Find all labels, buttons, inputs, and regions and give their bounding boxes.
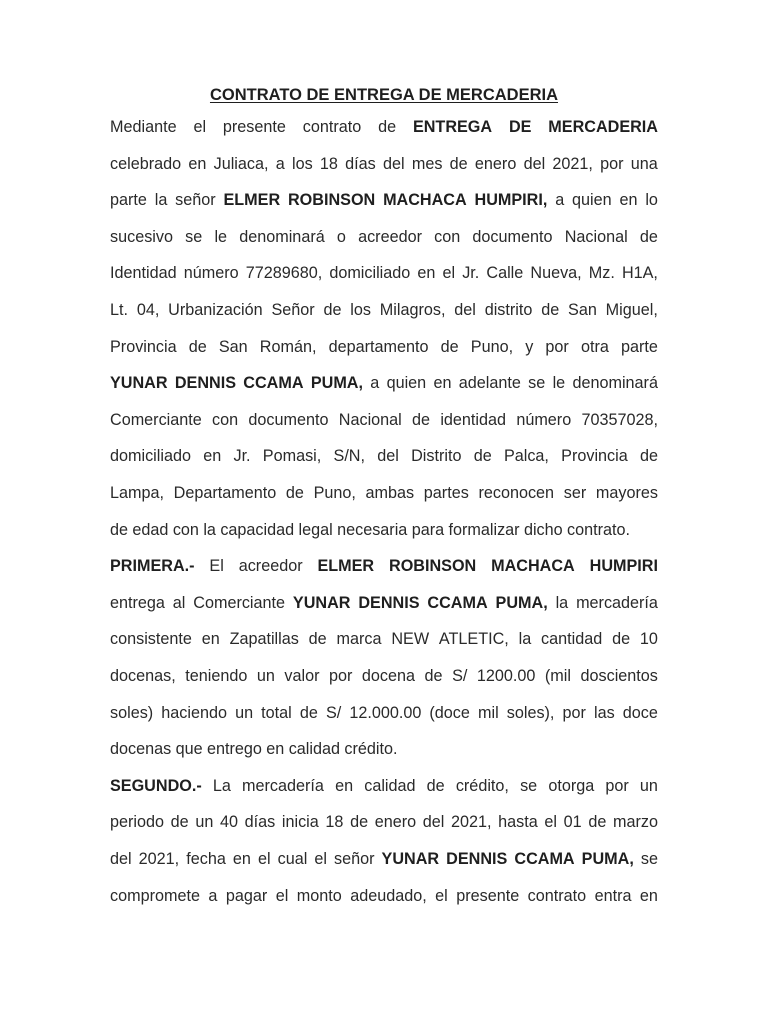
text-line [110,116,658,138]
word: celebrado [110,154,182,173]
word: señor [175,191,216,210]
word: con [172,520,199,539]
word: 10 [639,630,658,649]
word: S/ [452,667,468,685]
bold-word: PUMA, [310,374,363,393]
word: del [110,850,132,868]
word: (mil [544,667,571,685]
word: de [285,484,304,502]
word: crédito, [455,776,509,795]
word: docenas [110,740,172,759]
word: con [434,227,461,246]
word: NEW [391,630,430,649]
bold-word: MACHACA [383,191,467,210]
text-line [110,738,658,760]
word: entrego [207,740,262,759]
word: de [588,813,607,832]
word: de [188,337,207,356]
text-line [110,702,658,724]
word: cantidad [541,630,603,649]
word: docenas, [110,667,176,685]
bold-word: CCAMA [243,374,304,393]
word: de [639,447,658,466]
word: San [568,301,597,319]
word: necesaria [337,520,408,539]
word: (doce [429,703,470,722]
word: por [600,154,624,173]
word: en [201,630,220,649]
word: de [612,630,631,649]
word: Nueva, [530,264,582,283]
bold-word: HUMPIRI, [474,191,548,210]
word: el [275,886,289,905]
bold-word: ENTREGA [412,118,493,136]
word: 2021, [451,813,492,832]
word: domiciliado [110,447,191,466]
word: a [208,886,218,905]
word: parte [620,337,658,356]
word: un [235,703,254,722]
word: de [449,154,468,173]
bold-word: ELMER [223,191,281,210]
word: los [350,301,371,319]
word: del [422,813,445,832]
text-line [110,299,658,321]
word: Distrito [411,447,462,466]
word: doscientos [580,667,658,685]
word: adeudado, [350,886,427,905]
word: formalizar [448,520,520,539]
word: mes [411,154,443,173]
word: total [261,703,292,722]
word: de [110,520,129,539]
word: la [555,593,569,612]
word: Jr. [462,264,480,283]
text-line [110,262,658,284]
word: edad [132,520,169,539]
word: de [639,227,658,246]
word: le [214,227,228,246]
word: número [183,264,239,283]
word: de [308,630,327,649]
bold-word: PRIMERA.- [110,557,195,576]
word: quien [386,374,427,393]
word: 01 [563,813,582,832]
word: documento [472,227,553,246]
word: 70357028, [581,410,658,429]
word: domiciliado [329,264,411,283]
word: acreedor [238,557,303,576]
word: en [266,740,285,759]
bold-word: ELMER [317,557,375,576]
word: Lt. [110,301,128,319]
word: valor [284,667,320,685]
word: días [244,813,276,832]
bold-word: YUNAR [110,374,168,393]
bold-word: MERCADERIA [548,118,658,136]
word: ATLETIC, [438,630,509,649]
word: contrato [527,886,587,905]
word: pagar [225,886,268,905]
bold-word: DENNIS [358,593,420,612]
document-title: CONTRATO DE ENTREGA DE MERCADERIA [209,86,559,104]
text-line [110,519,658,541]
word: una [630,154,658,173]
word: identidad [440,410,507,429]
text-line [110,592,658,614]
word: monto [296,886,342,905]
word: hasta [498,813,538,832]
text-line [110,226,658,248]
word: de [323,301,342,319]
word: Departamento [173,484,277,502]
word: de [378,118,397,136]
word: la [518,630,532,649]
word: El [209,557,224,576]
word: en [232,850,251,868]
word: se [528,374,546,393]
word: calidad [364,776,416,795]
word: Román, [259,337,317,356]
bold-word: ROBINSON [389,557,477,576]
word: Palca, [503,447,549,466]
word: en [619,191,638,210]
word: los [291,154,313,173]
word: para [411,520,445,539]
word: S/ [325,703,342,722]
word: mil [477,703,499,722]
word: entra [594,886,632,905]
word: Provincia [110,337,177,356]
word: por [545,337,569,356]
bold-word: YUNAR [381,850,440,868]
word: Milagros, [379,301,446,319]
word: el [544,813,558,832]
word: 2021, [552,154,593,173]
bold-word: MACHACA [491,557,575,576]
word: en [203,447,222,466]
word: legal [298,520,333,539]
word: quien [572,191,612,210]
word: doce [622,703,658,722]
bold-word: YUNAR [292,593,351,612]
word: Nacional [564,227,628,246]
word: con [212,410,239,429]
word: San [218,337,248,356]
word: crédito. [344,740,398,759]
bold-word: PUMA, [495,593,548,612]
word: departamento [328,337,429,356]
word: a [370,374,380,393]
word: calidad [288,740,341,759]
bold-word: DENNIS [446,850,508,868]
word: Comerciante [193,593,286,612]
word: inicia [281,813,319,832]
word: acreedor [358,227,422,246]
word: parte [110,191,147,210]
word: cual [277,850,308,868]
word: el [193,118,207,136]
word: o [336,227,346,246]
word: marzo [612,813,658,832]
word: Puno, [470,337,514,356]
word: reconocen [478,484,555,502]
word: la [203,520,216,539]
word: se [520,776,538,795]
word: Comerciante [110,410,202,429]
word: Puno, [313,484,356,502]
word: compromete [110,886,200,905]
word: de [426,776,445,795]
word: de [299,703,318,722]
word: un [195,813,214,832]
bold-word: DENNIS [174,374,237,393]
word: 12.000.00 [349,703,422,722]
bold-word: HUMPIRI [589,557,658,576]
word: Urbanización [168,301,263,319]
text-line [110,409,658,431]
word: 18 [319,154,338,173]
word: capacidad [220,520,295,539]
word: 04, [136,301,160,319]
word: Señor [271,301,315,319]
word: soles), [506,703,555,722]
word: de [170,813,189,832]
word: Zapatillas [229,630,299,649]
word: mayores [595,484,658,502]
word: le [552,374,566,393]
word: S/N, [333,447,365,466]
word: Identidad [110,264,177,283]
word: consistente [110,630,192,649]
word: días [345,154,376,173]
word: La [212,776,231,795]
word: sucesivo [110,227,173,246]
word: ambas [365,484,415,502]
word: presente [222,118,286,136]
word: ser [563,484,587,502]
word: el [435,886,448,905]
word: Nacional [338,410,402,429]
word: el [257,850,271,868]
word: al [172,593,186,612]
word: denominará [572,374,658,393]
word: haciendo [161,703,227,722]
word: se [185,227,203,246]
word: entrega [110,593,165,612]
word: enero [474,154,517,173]
word: en [433,374,452,393]
word: de [350,813,369,832]
word: se [640,850,658,868]
word: que [175,740,203,759]
word: por [605,776,629,795]
word: contrato [302,118,362,136]
bold-word: ROBINSON [287,191,376,210]
word: del [377,447,399,466]
word: contrato. [567,520,631,539]
word: adelante [458,374,521,393]
word: 18 [325,813,344,832]
word: 40 [219,813,238,832]
word: docena [361,667,416,685]
bold-word: CCAMA [514,850,575,868]
word: 1200.00 [476,667,536,685]
text-line [110,885,658,907]
word: soles) [110,703,154,722]
word: presente [456,886,520,905]
word: otra [580,337,609,356]
word: mercadería [576,593,658,612]
text-line [110,848,658,870]
bold-word: PUMA, [581,850,634,868]
word: en [335,776,354,795]
word: por [329,667,353,685]
word: Pomasi, [262,447,322,466]
word: Mz. [588,264,615,283]
word: periodo [110,813,165,832]
word: a [275,154,285,173]
word: Jr. [233,447,251,466]
word: distrito [484,301,533,319]
word: denominará [239,227,325,246]
word: de [424,667,443,685]
word: partes [423,484,469,502]
word: mercadería [242,776,324,795]
text-line [110,628,658,650]
word: número [516,410,572,429]
text-line [110,555,658,577]
text-line [110,811,658,833]
word: y [525,337,534,356]
text-line [110,336,658,358]
word: el [442,264,456,283]
word: en [417,264,436,283]
word: en [639,886,658,905]
bold-word: DE [508,118,532,136]
text-line [110,775,658,797]
word: Provincia [561,447,628,466]
word: Mediante [110,118,177,136]
word: 77289680, [245,264,323,283]
word: las [594,703,615,722]
text-line [110,372,658,394]
word: del [383,154,405,173]
word: Calle [486,264,524,283]
word: H1A, [621,264,658,283]
word: enero [374,813,417,832]
word: 2021, [138,850,180,868]
word: otorga [548,776,595,795]
word: en [188,154,207,173]
word: a [555,191,565,210]
word: fecha [186,850,226,868]
word: marca [336,630,382,649]
word: teniendo [185,667,248,685]
word: de [440,337,459,356]
bold-word: CCAMA [427,593,488,612]
text-line [110,445,658,467]
text-line [110,189,658,211]
text-line [110,665,658,687]
word: la [154,191,168,210]
bold-word: SEGUNDO.- [110,776,202,795]
word: Juliaca, [213,154,269,173]
word: lo [645,191,658,210]
word: de [541,301,560,319]
word: de [412,410,431,429]
word: un [639,776,658,795]
word: Miguel, [605,301,658,319]
word: dicho [523,520,563,539]
word: señor [334,850,375,868]
word: por [562,703,586,722]
word: de [473,447,492,466]
word: del [454,301,476,319]
word: el [314,850,327,868]
word: un [256,667,275,685]
text-line [110,482,658,504]
text-line [110,153,658,175]
word: Lampa, [110,484,164,502]
word: documento [248,410,329,429]
word: del [523,154,546,173]
